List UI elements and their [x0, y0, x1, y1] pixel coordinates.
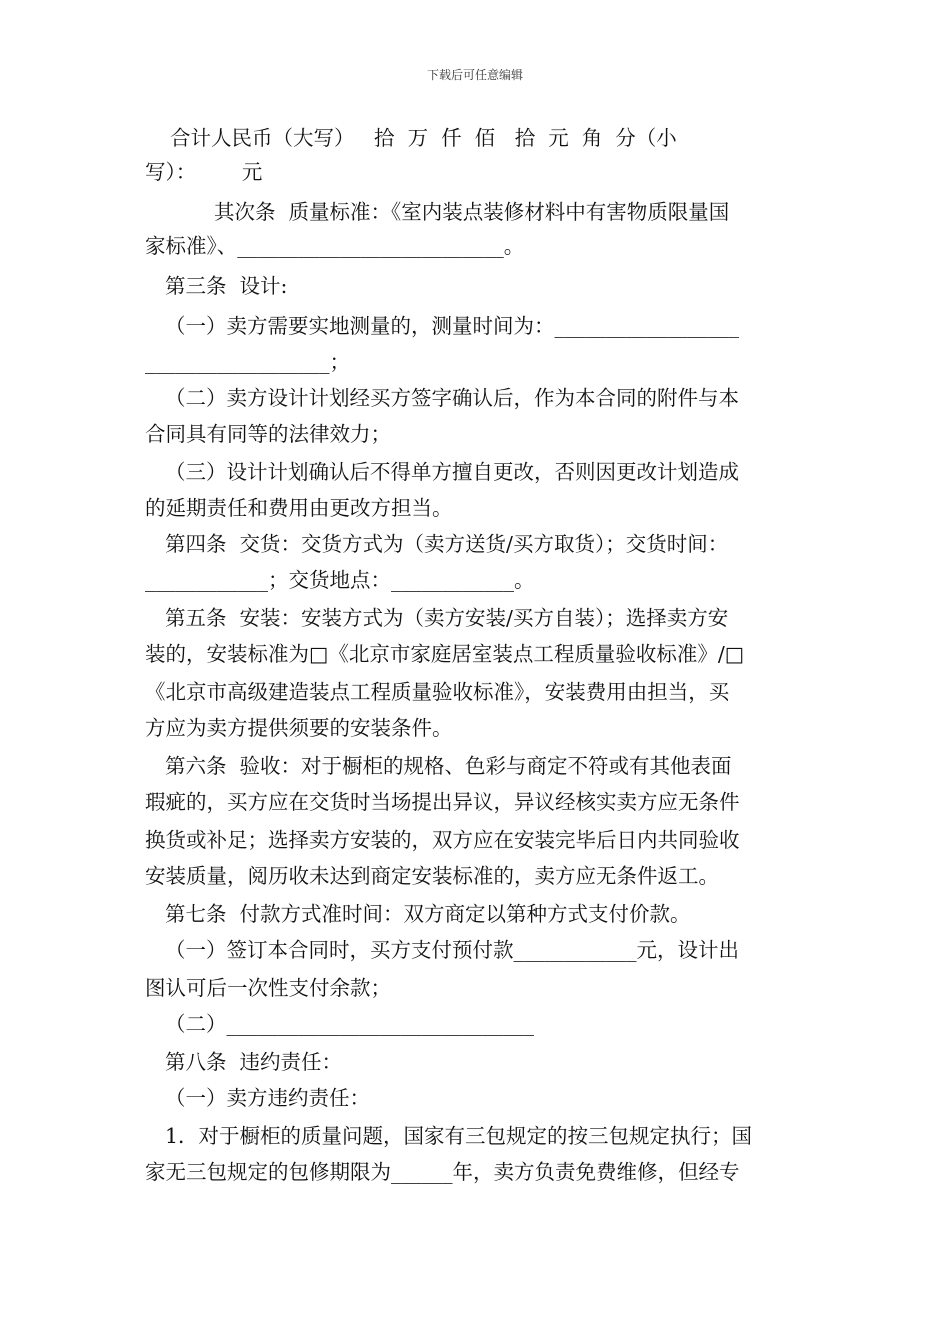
document-line: （二）卖方设计计划经买方签字确认后，作为本合同的附件与本 [165, 386, 739, 410]
document-line: （一）卖方违约责任： [165, 1086, 370, 1110]
document-line: 瑕疵的，买方应在交货时当场提出异议，异议经核实卖方应无条件 [145, 790, 740, 814]
document-line: 第七条 付款方式准时间：双方商定以第种方式支付价款。 [165, 902, 691, 926]
document-line: （二）______________________________ [165, 1012, 534, 1036]
document-line: 安装质量，阅历收未达到商定安装标准的，卖方应无条件返工。 [145, 864, 719, 888]
document-line: 1．对于橱柜的质量问题，国家有三包规定的按三包规定执行；国 [165, 1124, 753, 1148]
document-line: （一）卖方需要实地测量的，测量时间为：__________________ [165, 314, 739, 338]
document-line: 装的，安装标准为□《北京市家庭居室装点工程质量验收标准》/□ [145, 642, 745, 666]
document-line: 第八条 违约责任： [165, 1050, 343, 1074]
document-line: 其次条 质量标准：《室内装点装修材料中有害物质限量国 [214, 200, 730, 224]
document-line: 第六条 验收：对于橱柜的规格、色彩与商定不符或有其他表面 [165, 754, 732, 778]
document-line: 第三条 设计: [165, 274, 288, 298]
document-line: ____________；交货地点：____________。 [145, 568, 535, 592]
document-line: 《北京市高级建造装点工程质量验收标准》，安装费用由担当，买 [145, 680, 730, 704]
document-line: （一）签订本合同时，买方支付预付款____________元，设计出 [165, 938, 739, 962]
page-header: 下载后可任意编辑 [426, 68, 523, 82]
document-line: 合计人民币（大写） 拾 万 仟 佰 拾 元 角 分（小 [170, 126, 677, 150]
document-line: 第四条 交货：交货方式为（卖方送货/买方取货）；交货时间： [165, 532, 729, 556]
document-line: 方应为卖方提供须要的安装条件。 [145, 716, 453, 740]
document-line: （三）设计计划确认后不得单方擅自更改，否则因更改计划造成 [165, 460, 739, 484]
document-line: __________________； [145, 350, 350, 374]
document-line: 家标准》、__________________________。 [145, 234, 525, 258]
document-line: 第五条 安装：安装方式为（卖方安装/买方自装）；选择卖方安 [165, 606, 729, 630]
document-line: 家无三包规定的包修期限为______年，卖方负责免费维修，但经专 [145, 1160, 740, 1184]
document-line: 的延期责任和费用由更改方担当。 [145, 496, 453, 520]
document-line: 写）： 元 [145, 160, 263, 184]
document-line: 图认可后一次性支付余款； [145, 976, 391, 1000]
document-line: 合同具有同等的法律效力； [145, 422, 391, 446]
document-line: 换货或补足；选择卖方安装的，双方应在安装完毕后日内共同验收 [145, 828, 740, 852]
